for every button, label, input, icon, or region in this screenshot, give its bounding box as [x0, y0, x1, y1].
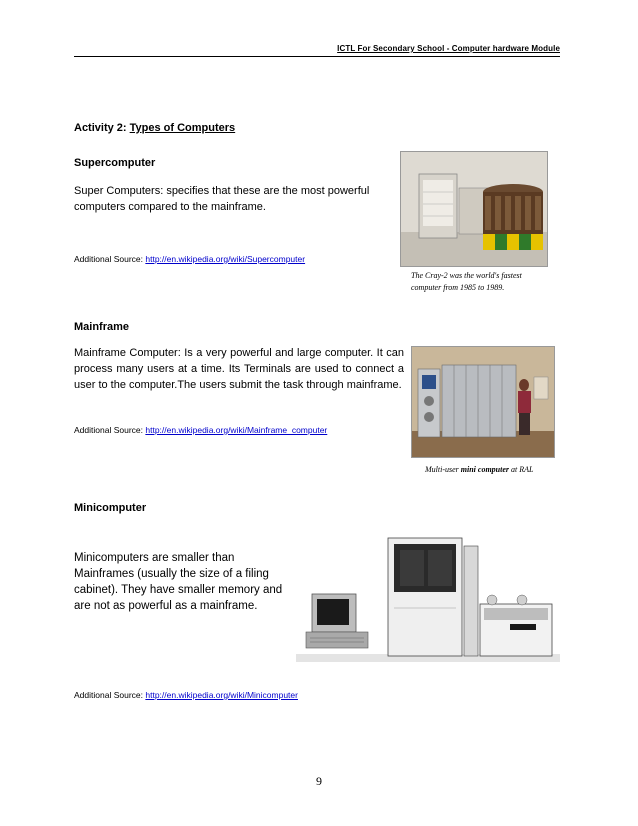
- supercomputer-heading: Supercomputer: [74, 157, 156, 169]
- minicomputer-heading: Minicomputer: [74, 502, 147, 514]
- mainframe-source-link[interactable]: http://en.wikipedia.org/wiki/Mainframe_computer: [145, 425, 328, 435]
- running-header: ICTL For Secondary School - Computer hardware Module: [337, 44, 560, 53]
- header-rule: [74, 56, 560, 57]
- mainframe-caption: [425, 464, 533, 476]
- mainframe-source: [74, 425, 327, 435]
- supercomputer-source-link[interactable]: http://en.wikipedia.org/wiki/Supercomputer: [145, 254, 306, 264]
- supercomputer-source: [74, 254, 305, 264]
- caption-text: Multi-user: [425, 465, 461, 474]
- source-label: Additional Source:: [74, 254, 143, 264]
- activity-topic: Types of Computers: [129, 122, 236, 134]
- cray2-caption-line2: computer from 1985 to 1989.: [411, 283, 505, 292]
- caption-text: at RAL: [509, 465, 534, 474]
- page-number: 9: [316, 774, 322, 788]
- minicomputer-source-link[interactable]: http://en.wikipedia.org/wiki/Minicomputer: [145, 690, 298, 700]
- activity-prefix: Activity 2:: [74, 122, 127, 134]
- cray2-photo: [400, 151, 548, 267]
- source-label: Additional Source:: [74, 690, 143, 700]
- cray2-caption-line1: The Cray-2 was the world's fastest: [411, 271, 522, 280]
- minicomputer-text: Minicomputers are smaller than Mainframes (usually the size of a filing cabinet). They have smaller memory and are not as powerful as a mainframe.: [74, 552, 283, 612]
- cray2-caption: [411, 270, 522, 294]
- activity-title: [74, 122, 235, 134]
- minicomputer-photo: [296, 528, 560, 664]
- mainframe-photo: [411, 346, 555, 458]
- mainframe-heading: Mainframe: [74, 321, 130, 333]
- mainframe-text: Mainframe Computer: Is a very powerful and large computer. It can process many users at a time. Its Terminals are used to connect a user to the computer.The users submit the task through mainframe.: [74, 347, 404, 391]
- source-label: Additional Source:: [74, 425, 143, 435]
- supercomputer-text: Super Computers: specifies that these are the most powerful computers compared to the mainframe.: [74, 185, 370, 213]
- minicomputer-source: [74, 690, 298, 700]
- caption-bold-text: mini computer: [460, 465, 510, 474]
